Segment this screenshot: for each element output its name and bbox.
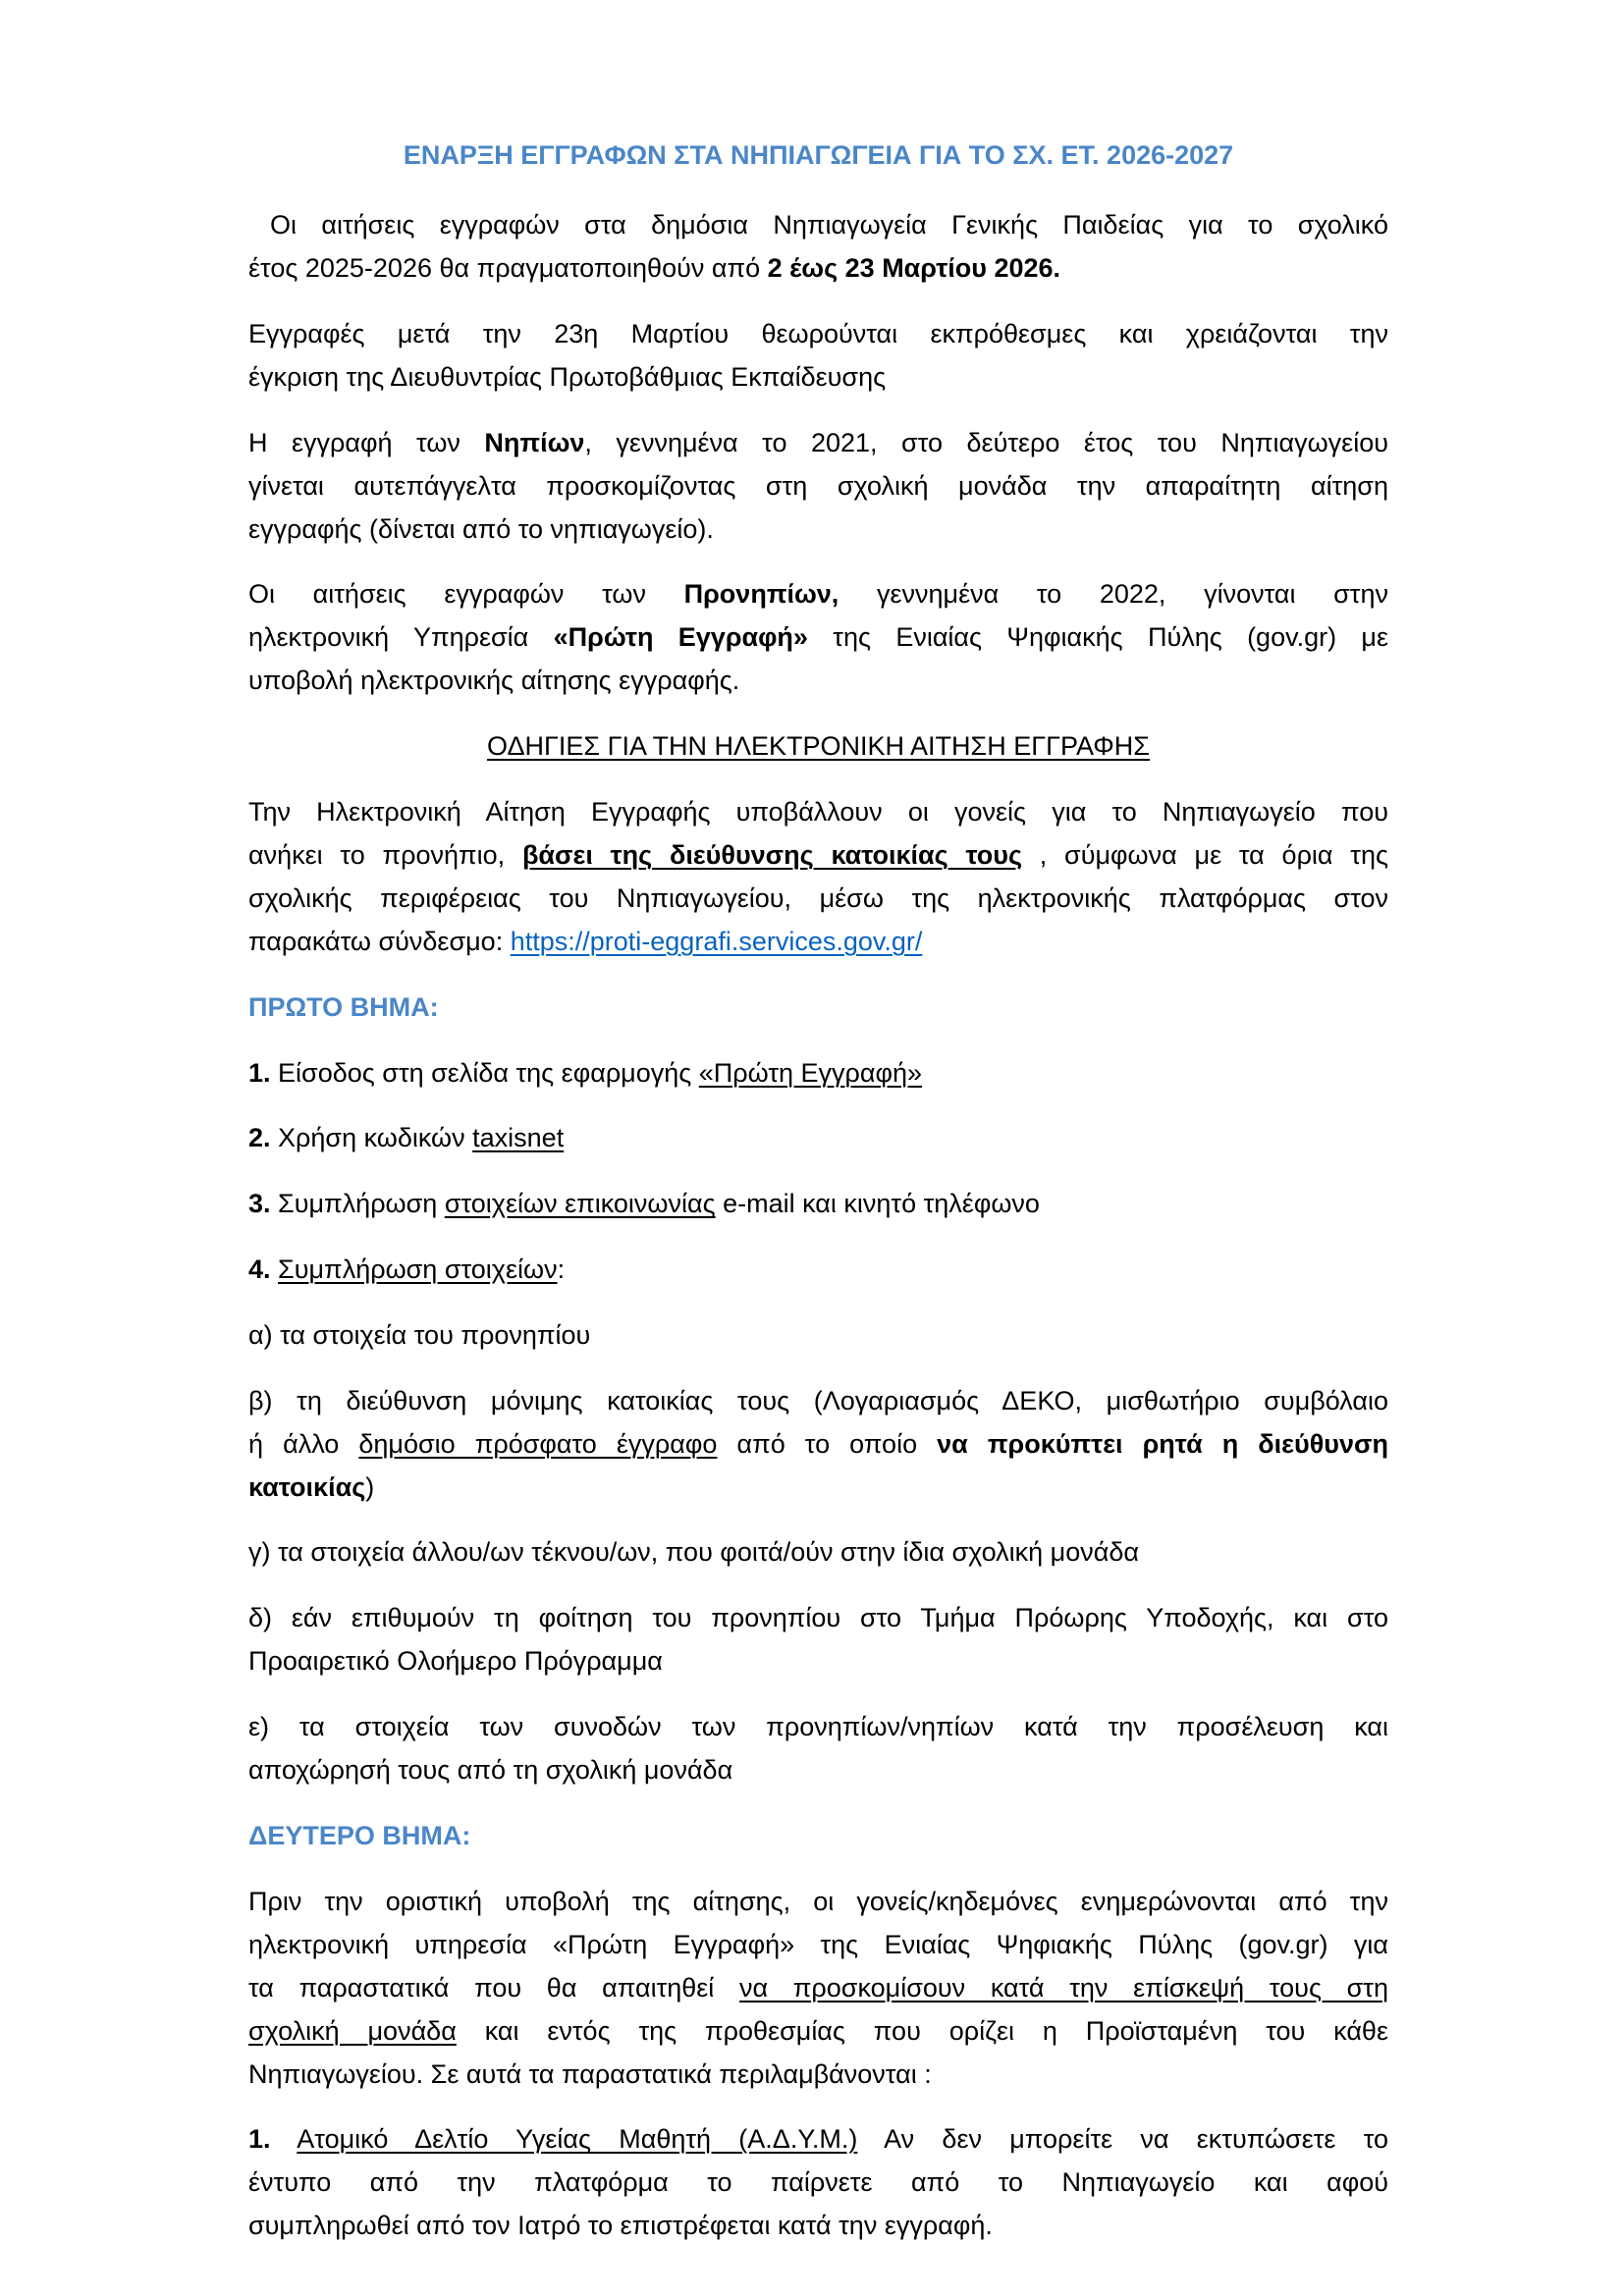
text-line [248, 877, 1388, 920]
text-run: συμπληρωθεί από τον Ιατρό το επιστρέφεται κατά την εγγραφή. [248, 2211, 993, 2241]
step-number: 3. [248, 1189, 271, 1219]
paragraph-online-application [248, 790, 1388, 963]
text-run: υποβολή ηλεκτρονικής αίτησης εγγραφής. [248, 666, 740, 696]
text-run: Συμπλήρωση [270, 1189, 445, 1219]
text-line [248, 421, 1388, 464]
text-run: e-mail και κινητό τηλέφωνο [715, 1189, 1040, 1219]
text-run: Οι αιτήσεις εγγραφών των [248, 579, 684, 610]
text-run [271, 2124, 298, 2154]
subitem-d [248, 1596, 1388, 1682]
text-line [248, 1313, 1388, 1357]
text-run: Εγγραφές μετά την 23η Μαρτίου θεωρούνται εκπρόθεσμες και χρειάζονται την [248, 318, 1388, 348]
bold-underlined-text: βάσει της διεύθυνσης κατοικίας τους [521, 839, 1023, 870]
underlined-text: σχολική μονάδα [248, 2015, 457, 2046]
text-line [248, 1422, 1388, 1466]
paragraph-late-registrations [248, 312, 1388, 399]
registration-platform-link[interactable]: https://proti-eggrafi.services.gov.gr/ [510, 926, 923, 956]
text-run: Οι αιτήσεις εγγραφών στα δημόσια Νηπιαγωγεία Γενικής Παιδείας για το σχολικό [270, 210, 1388, 240]
text-run: Νηπιαγωγείου. Σε αυτά τα παραστατικά περιλαμβάνονται : [248, 2058, 932, 2089]
text-run: , σύμφωνα με τα όρια της [1022, 839, 1388, 870]
step1-item-4 [248, 1248, 1388, 1291]
instructions-heading-text: ΟΔΗΓΙΕΣ ΓΙΑ ΤΗΝ ΗΛΕΚΤΡΟΝΙΚΗ ΑΙΤΗΣΗ ΕΓΓΡΑΦΗΣ [487, 731, 1150, 762]
step1-heading: ΠΡΩΤΟ ΒΗΜΑ: [248, 991, 439, 1022]
text-run: Χρήση κωδικών [270, 1123, 473, 1153]
text-line [248, 2204, 1388, 2247]
text-run: εγγραφής (δίνεται από το νηπιαγωγείο). [248, 513, 714, 544]
text-line [248, 2009, 1388, 2053]
text-run: γ) τα στοιχεία άλλου/ων τέκνου/ων, που φοιτά/ούν στην ίδια σχολική μονάδα [248, 1537, 1139, 1568]
text-line [248, 833, 1388, 877]
subitem-a [248, 1313, 1388, 1357]
text-run: τα παραστατικά που θα απαιτηθεί [248, 1972, 739, 2002]
document-body [248, 133, 1388, 2269]
step-number: 1. [248, 2124, 271, 2155]
text-run: Την Ηλεκτρονική Αίτηση Εγγραφής υποβάλλουν οι γονείς για το Νηπιαγωγείο που [248, 796, 1388, 827]
text-line [248, 659, 1388, 702]
text-line [248, 312, 1388, 355]
step2-paragraph [248, 1880, 1388, 2096]
step1-item-1 [248, 1051, 1388, 1095]
text-run: Είσοδος στη σελίδα της εφαρμογής [270, 1057, 699, 1088]
text-line [248, 2117, 1388, 2161]
text-run: της Ενιαίας Ψηφιακής Πύλης (gov.gr) με [807, 622, 1389, 653]
paragraph-pronipia-registration [248, 572, 1388, 702]
text-run: Προαιρετικό Ολοήμερο Πρόγραμμα [248, 1646, 663, 1677]
text-run: Η εγγραφή των [248, 427, 485, 457]
text-run: έγκριση της Διευθυντρίας Πρωτοβάθμιας Εκπαίδευσης [248, 361, 887, 392]
registration-dates: 2 έως 23 Μαρτίου 2026. [767, 253, 1061, 283]
text-run: ανήκει το προνήπιο, [248, 839, 522, 870]
required-document-1 [248, 2117, 1388, 2247]
text-line [248, 1880, 1388, 1923]
bold-text: Νηπίων [484, 427, 585, 457]
text-line [248, 1639, 1388, 1682]
text-line [248, 2053, 1388, 2096]
bold-text: Προνηπίων, [683, 579, 839, 610]
subitem-c [248, 1530, 1388, 1574]
underlined-text: Ατομικό Δελτίο Υγείας Μαθητή (Α.Δ.Υ.Μ.) [297, 2124, 858, 2155]
text-run: σχολικής περιφέρειας του Νηπιαγωγείου, μέσω της ηλεκτρονικής πλατφόρμας στον [248, 882, 1388, 913]
text-run: ηλεκτρονική Υπηρεσία [248, 622, 554, 653]
bold-text: «Πρώτη Εγγραφή» [553, 622, 808, 653]
underlined-text: «Πρώτη Εγγραφή» [698, 1057, 923, 1088]
text-run [271, 1255, 279, 1284]
bold-text: κατοικίας [248, 1471, 366, 1502]
text-line [248, 1923, 1388, 1966]
underlined-text: δημόσιο πρόσφατο έγγραφο [358, 1428, 718, 1459]
text-line [248, 1705, 1388, 1748]
text-run: παρακάτω σύνδεσμο: [248, 926, 511, 956]
text-line [248, 203, 1388, 246]
underlined-text: taxisnet [472, 1123, 565, 1153]
text-line [248, 1748, 1388, 1791]
text-run: δ) εάν επιθυμούν τη φοίτηση του προνηπίου στο Τμήμα Πρόωρης Υποδοχής, και στο [248, 1603, 1388, 1633]
text-run: έντυπο από την πλατφόρμα το παίρνετε από το Νηπιαγωγείο και αφού [248, 2167, 1388, 2198]
text-run: Πριν την οριστική υποβολή της αίτησης, οι γονείς/κηδεμόνες ενημερώνονται από την [248, 1886, 1388, 1916]
underlined-text: στοιχείων επικοινωνίας [444, 1189, 716, 1219]
text-run: αποχώρησή τους από τη σχολική μονάδα [248, 1754, 733, 1785]
step1-item-2 [248, 1116, 1388, 1159]
text-line [248, 1379, 1388, 1422]
step-number: 2. [248, 1123, 271, 1153]
instructions-heading [248, 724, 1388, 768]
text-line [248, 507, 1388, 551]
text-line [248, 1466, 1388, 1509]
text-line [248, 1530, 1388, 1574]
text-line [248, 464, 1388, 507]
text-run: ηλεκτρονική υπηρεσία «Πρώτη Εγγραφή» της Ενιαίας Ψηφιακής Πύλης (gov.gr) για [248, 1929, 1388, 1959]
text-run: , γεννημένα το 2021, στο δεύτερο έτος του Νηπιαγωγείου [584, 427, 1388, 457]
text-line [248, 2161, 1388, 2204]
document-title: ΕΝΑΡΞΗ ΕΓΓΡΑΦΩΝ ΣΤΑ ΝΗΠΙΑΓΩΓΕΙΑ ΓΙΑ ΤΟ ΣΧ. ΕΤ. 2026-2027 [403, 140, 1234, 170]
text-run: ή άλλο [248, 1428, 359, 1459]
text-line [248, 246, 1388, 290]
text-line [248, 615, 1388, 659]
text-run: από το οποίο [717, 1428, 938, 1459]
bold-text: να προκύπτει ρητά η διεύθυνση [937, 1428, 1388, 1459]
step-number: 1. [248, 1057, 271, 1088]
underlined-text: να προσκομίσουν κατά την επίσκεψή τους στη [739, 1972, 1388, 2002]
subitem-e [248, 1705, 1388, 1791]
step1-item-3 [248, 1182, 1388, 1225]
text-run: Αν δεν μπορείτε να εκτυπώσετε το [857, 2124, 1388, 2155]
text-line [248, 572, 1388, 615]
underlined-text: Συμπλήρωση στοιχείων [278, 1254, 558, 1284]
paragraph-nipia-registration [248, 421, 1388, 551]
text-line [248, 920, 1388, 963]
text-line [248, 1596, 1388, 1639]
step-number: 4. [248, 1254, 271, 1284]
text-run: α) τα στοιχεία του προνηπίου [248, 1319, 591, 1350]
text-run: έτος 2025-2026 θα πραγματοποιηθούν από [248, 253, 768, 283]
subitem-b [248, 1379, 1388, 1509]
step2-heading: ΔΕΥΤΕΡΟ ΒΗΜΑ: [248, 1820, 471, 1850]
paragraph-registration-period [248, 203, 1388, 290]
text-run: γεννημένα το 2022, γίνονται στην [839, 579, 1388, 610]
text-run: και εντός της προθεσμίας που ορίζει η Προϊσταμένη του κάθε [456, 2015, 1388, 2046]
text-line [248, 1966, 1388, 2009]
text-run: β) τη διεύθυνση μόνιμης κατοικίας τους (Λογαριασμός ΔΕΚΟ, μισθωτήριο συμβόλαιο [248, 1385, 1388, 1415]
text-run: ) [365, 1471, 375, 1502]
text-run: ε) τα στοιχεία των συνοδών των προνηπίων/νηπίων κατά την προσέλευση και [248, 1711, 1388, 1741]
text-line [248, 355, 1388, 399]
text-run: γίνεται αυτεπάγγελτα προσκομίζοντας στη σχολική μονάδα την απαραίτητη αίτηση [248, 470, 1388, 501]
text-run: : [557, 1254, 566, 1284]
text-line [248, 790, 1388, 833]
